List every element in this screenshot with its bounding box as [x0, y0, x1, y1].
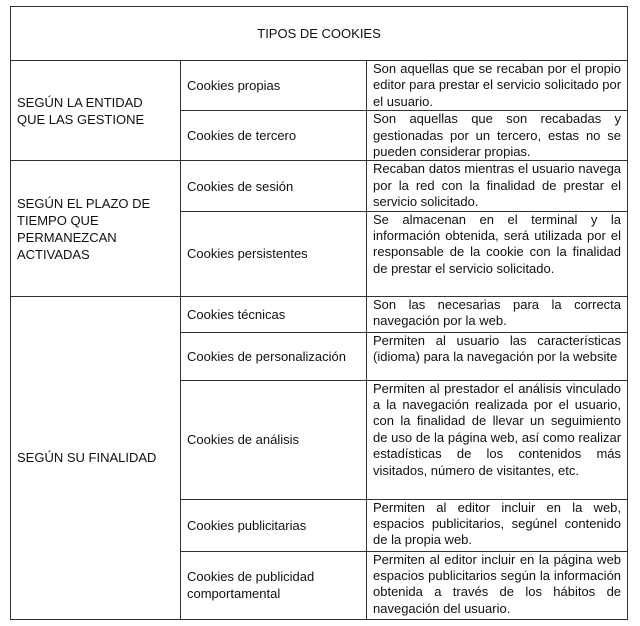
cookie-type-cell: Cookies de publicidad comportamental	[181, 551, 367, 619]
table-row	[11, 161, 628, 211]
cookie-type-cell: Cookies de personalización	[181, 332, 367, 380]
cookie-type-cell: Cookies de análisis	[181, 380, 367, 499]
cookie-description-cell: Son aquellas que se recaban por el propio editor para prestar el servicio solicitado por el usuario.	[367, 61, 628, 111]
table-title: TIPOS DE COOKIES	[11, 7, 628, 61]
cookie-description-cell: Permiten al usuario las características (idioma) para la navegación por la website	[367, 332, 628, 380]
cookie-type-cell: Cookies de sesión	[181, 161, 367, 211]
cookie-description-cell: Permiten al prestador el análisis vinculado a la navegación realizada por el usuario, con la finalidad de llevar un seguimiento de uso de la página web, así como realizar estadísticas de los contenidos más visitados, número de visitantes, etc.	[367, 380, 628, 499]
cookie-type-cell: Cookies persistentes	[181, 211, 367, 296]
cookie-description-cell: Son las necesarias para la correcta navegación por la web.	[367, 296, 628, 332]
table-row	[11, 61, 628, 111]
cookie-description-cell: Permiten al editor incluir en la web, espacios publicitarios, segúnel contenido de la propia web.	[367, 499, 628, 551]
cookie-types-table	[10, 6, 628, 620]
cookie-type-cell: Cookies propias	[181, 61, 367, 111]
category-purpose-cell: SEGÚN SU FINALIDAD	[11, 296, 181, 619]
cookie-type-cell: Cookies publicitarias	[181, 499, 367, 551]
cookie-description-cell: Recaban datos mientras el usuario navega por la red con la finalidad de prestar el servicio solicitado.	[367, 161, 628, 211]
table-row	[11, 296, 628, 332]
cookie-type-cell: Cookies de tercero	[181, 111, 367, 161]
table-header-row	[11, 7, 628, 61]
cookie-type-cell: Cookies técnicas	[181, 296, 367, 332]
category-entity-cell: SEGÚN LA ENTIDAD QUE LAS GESTIONE	[11, 61, 181, 161]
cookie-description-cell: Se almacenan en el terminal y la información obtenida, será utilizada por el responsable de la cookie con la finalidad de prestar el servicio solicitado.	[367, 211, 628, 296]
cookie-description-cell: Permiten al editor incluir en la página web espacios publicitarios según la información obtenida a través de los hábitos de navegación del usuario.	[367, 551, 628, 619]
cookie-description-cell: Son aquellas que son recabadas y gestionadas por un tercero, estas no se pueden considerar propias.	[367, 111, 628, 161]
category-duration-cell: SEGÚN EL PLAZO DE TIEMPO QUE PERMANEZCAN ACTIVADAS	[11, 161, 181, 296]
